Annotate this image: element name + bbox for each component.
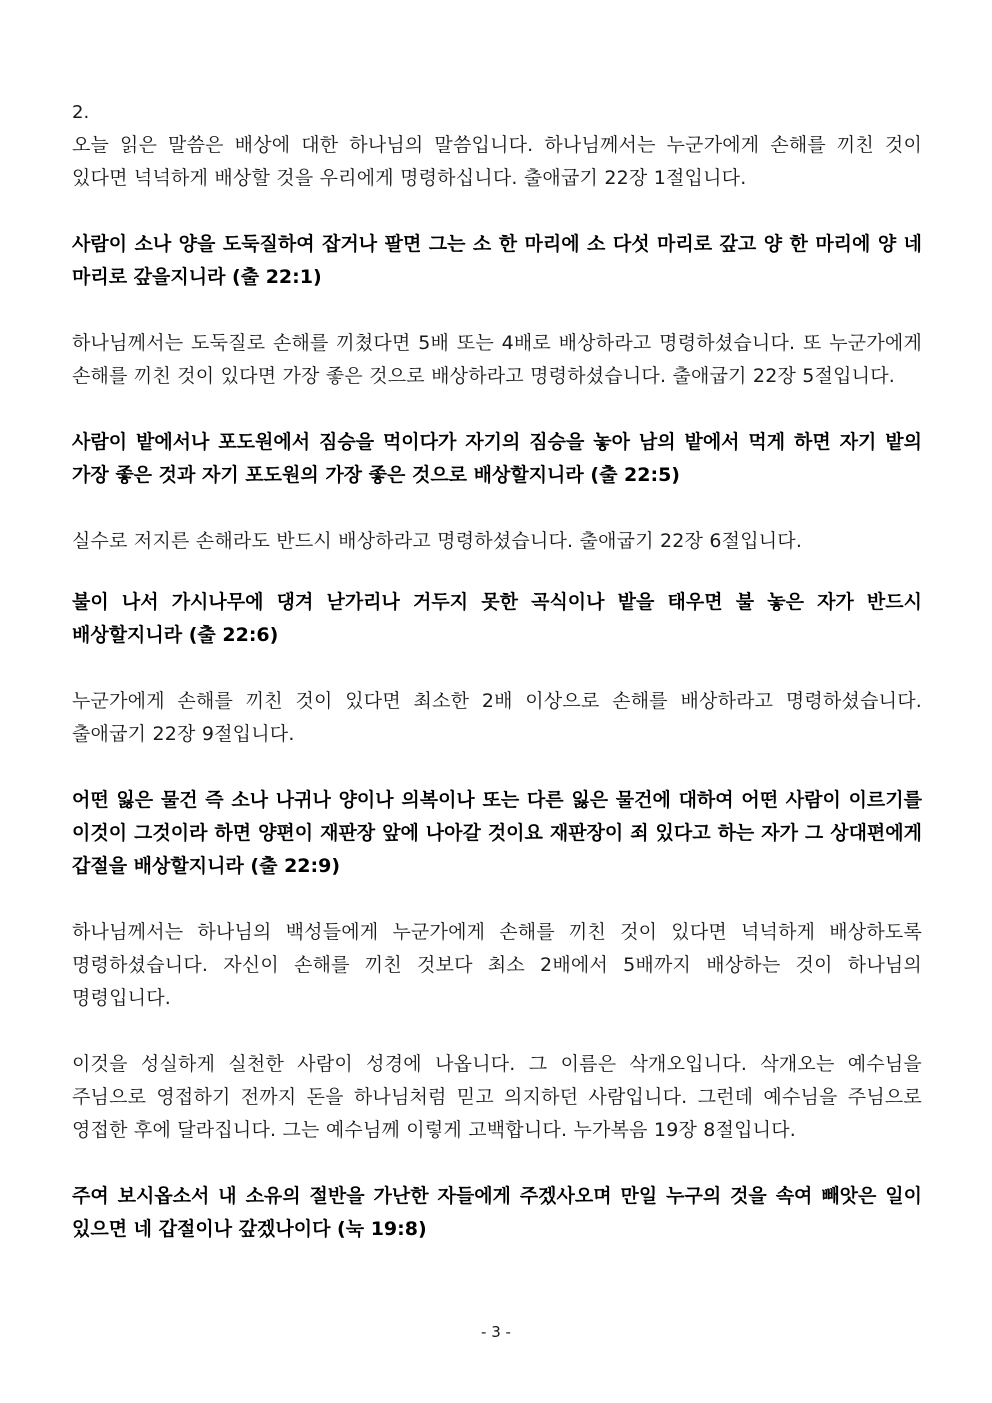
section-number: 2. <box>72 102 90 123</box>
scripture-verse: 주여 보시옵소서 내 소유의 절반을 가난한 자들에게 주겠사오며 만일 누구의 것을 속여 빼앗은 일이 있으면 네 갑절이나 갚겠나이다 (눅 19:8) <box>72 1185 922 1240</box>
body-paragraph: 오늘 읽은 말씀은 배상에 대한 하나님의 말씀입니다. 하나님께서는 누군가에게 손해를 끼친 것이 있다면 넉넉하게 배상할 것을 우리에게 명령하십니다. 출애굽기 22장 1절입니다. <box>72 134 922 189</box>
scripture-verse: 불이 나서 가시나무에 댕겨 낟가리나 거두지 못한 곡식이나 밭을 태우면 불 놓은 자가 반드시 배상할지니라 (출 22:6) <box>72 591 922 646</box>
body-paragraph: 하나님께서는 도둑질로 손해를 끼쳤다면 5배 또는 4배로 배상하라고 명령하셨습니다. 또 누군가에게 손해를 끼친 것이 있다면 가장 좋은 것으로 배상하라고 명령하셨습니다. 출애굽기 22장 5절입니다. <box>72 332 922 387</box>
body-paragraph: 이것을 성실하게 실천한 사람이 성경에 나옵니다. 그 이름은 삭개오입니다. 삭개오는 예수님을 주님으로 영접하기 전까지 돈을 하나님처럼 믿고 의지하던 사람입니다. 그런데 예수님을 주님으로 영접한 후에 달라집니다. 그는 예수님께 이렇게 고백합니다. 누가복음 19장 8절입니다. <box>72 1053 922 1141</box>
document-page <box>72 96 922 1246</box>
body-paragraph: 하나님께서는 하나님의 백성들에게 누군가에게 손해를 끼친 것이 있다면 넉넉하게 배상하도록 명령하셨습니다. 자신이 손해를 끼친 것보다 최소 2배에서 5배까지 배상하는 것이 하나님의 명령입니다. <box>72 921 922 1009</box>
body-paragraph: 누군가에게 손해를 끼친 것이 있다면 최소한 2배 이상으로 손해를 배상하라고 명령하셨습니다. 출애굽기 22장 9절입니다. <box>72 690 922 745</box>
page-number: - 3 - <box>481 1323 511 1341</box>
scripture-verse: 사람이 소나 양을 도둑질하여 잡거나 팔면 그는 소 한 마리에 소 다섯 마리로 갚고 양 한 마리에 양 네 마리로 갚을지니라 (출 22:1) <box>72 233 922 288</box>
scripture-verse: 사람이 밭에서나 포도원에서 짐승을 먹이다가 자기의 짐승을 놓아 남의 밭에서 먹게 하면 자기 밭의 가장 좋은 것과 자기 포도원의 가장 좋은 것으로 배상할지니라 (출 22:5) <box>72 431 922 486</box>
scripture-verse: 어떤 잃은 물건 즉 소나 나귀나 양이나 의복이나 또는 다른 잃은 물건에 대하여 어떤 사람이 이르기를 이것이 그것이라 하면 양편이 재판장 앞에 나아갈 것이요 재판장이 죄 있다고 하는 자가 그 상대편에게 갑절을 배상할지니라 (출 22:9) <box>72 789 922 877</box>
body-paragraph: 실수로 저지른 손해라도 반드시 배상하라고 명령하셨습니다. 출애굽기 22장 6절입니다. <box>72 530 803 552</box>
